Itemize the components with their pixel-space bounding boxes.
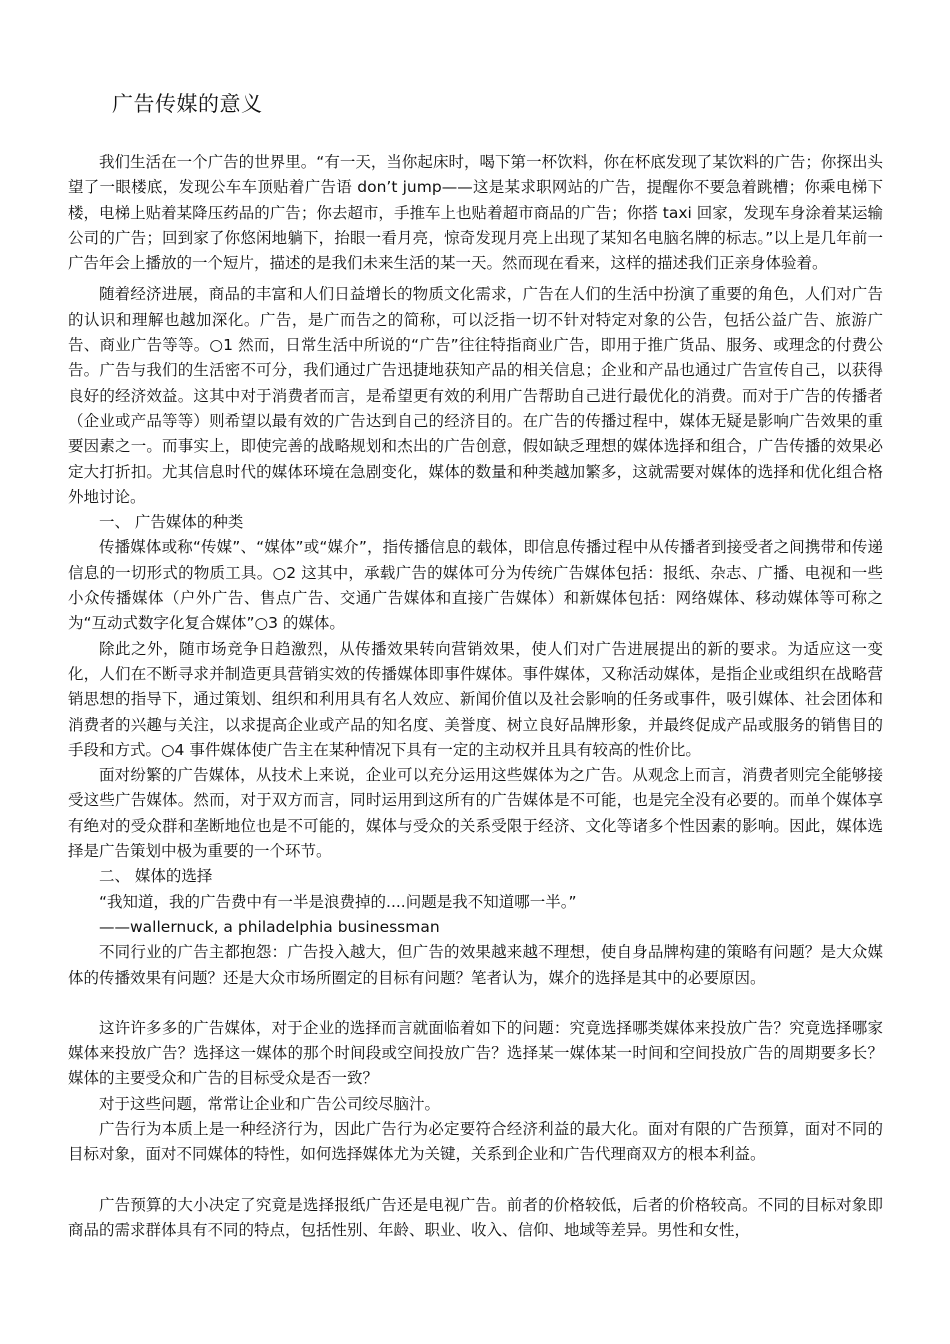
paragraph: 对于这些问题，常常让企业和广告公司绞尽脑汁。 bbox=[99, 1094, 441, 1113]
section-heading-1: 一、 广告媒体的种类 bbox=[99, 513, 244, 532]
document-title: 广告传媒的意义 bbox=[112, 92, 263, 116]
paragraph-importance: 随着经济进展，商品的丰富和人们日益增长的物质文化需求，广告在人们的生活中扮演了重要的角色，人们对广告的认识和理解也越加深化。广告，是广而告之的简称，可以泛指一切不针对特定对象的公告，包括公益广告、旅游广告、商业广告等等。○1 然而，日常生活中所说的“广告”往往特指商业广告，即用于推广货品、服务、或理念的付费公告。广告与我们的生活密不可分，我们通过广告迅捷地获知产品的相关信息；企业和产品也通过广告宣传自己，以获得良好的经济效益。这其中对于消费者而言，是希望更有效的利用广告帮助自己进行最优化的消费。而对于广告的传播者（企业或产品等等）则希望以最有效的广告达到自己的经济目的。在广告的传播过程中，媒体无疑是影响广告效果的重要因素之一。而事实上，即使完善的战略规划和杰出的广告创意，假如缺乏理想的媒体选择和组合，广告传播的效果必定大打折扣。尤其信息时代的媒体环境在急剧变化，媒体的数量和种类越加繁多，这就需要对媒体的选择和优化组合格外地讨论。 bbox=[68, 285, 883, 506]
section-heading-2: 二、 媒体的选择 bbox=[99, 867, 213, 886]
paragraph: 广告行为本质上是一种经济行为，因此广告行为必定要符合经济利益的最大化。面对有限的广告预算，面对不同的目标对象，面对不同媒体的特性，如何选择媒体尤为关键，关系到企业和广告代理商双方的根本利益。 bbox=[68, 1119, 883, 1164]
paragraph-intro: 我们生活在一个广告的世界里。“有一天，当你起床时，喝下第一杯饮料，你在杯底发现了某饮料的广告；你探出头望了一眼楼底，发现公车车顶贴着广告语 don’t jump——这是某求职网站的广告，提醒你不要急着跳槽；你乘电梯下楼，电梯上贴着某降压药品的广告；你去超市，手推车上也贴着超市商品的广告；你搭 taxi 回家，发现车身涂着某运输公司的广告；回到家了你悠闲地躺下，抬眼一看月亮，惊奇发现月亮上出现了某知名电脑名牌的标志。”以上是几年前一广告年会上播放的一个短片，描述的是我们未来生活的某一天。然而现在看来，这样的描述我们正亲身体验着。 bbox=[68, 153, 883, 273]
paragraph: 广告预算的大小决定了究竟是选择报纸广告还是电视广告。前者的价格较低，后者的价格较高。不同的目标对象即商品的需求群体具有不同的特点，包括性别、年龄、职业、收入、信仰、地域等差异。男性和女性， bbox=[68, 1195, 883, 1239]
paragraph: 除此之外，随市场竞争日趋激烈，从传播效果转向营销效果，使人们对广告进展提出的新的要求。为适应这一变化，人们在不断寻求并制造更具营销实效的传播媒体即事件媒体。事件媒体，又称活动媒体，是指企业或组织在战略营销思想的指导下，通过策划、组织和利用具有名人效应、新闻价值以及社会影响的任务或事件，吸引媒体、社会团体和消费者的兴趣与关注，以求提高企业或产品的知名度、美誉度、树立良好品牌形象，并最终促成产品或服务的销售目的手段和方式。○4 事件媒体使广告主在某种情况下具有一定的主动权并且具有较高的性价比。 bbox=[68, 639, 883, 759]
paragraph: 这许许多多的广告媒体，对于企业的选择而言就面临着如下的问题：究竟选择哪类媒体来投放广告？究竟选择哪家媒体来投放广告？选择这一媒体的那个时间段或空间投放广告？选择某一媒体某一时间和空间投放广告的周期要多长？媒体的主要受众和广告的目标受众是否一致？ bbox=[68, 1018, 883, 1088]
quote: “我知道，我的广告费中有一半是浪费掉的....问题是我不知道哪一半。” bbox=[99, 892, 577, 911]
paragraph: 面对纷繁的广告媒体，从技术上来说，企业可以充分运用这些媒体为之广告。从观念上而言，消费者则完全能够接受这些广告媒体。然而，对于双方而言，同时运用到这所有的广告媒体是不可能，也是完全没有必要的。而单个媒体享有绝对的受众群和垄断地位也是不可能的，媒体与受众的关系受限于经济、文化等诸多个性因素的影响。因此，媒体选择是广告策划中极为重要的一个环节。 bbox=[68, 766, 883, 861]
document-body bbox=[68, 150, 883, 1243]
paragraph: 传播媒体或称“传媒”、“媒体”或“媒介”，指传播信息的载体，即信息传播过程中从传播者到接受者之间携带和传递信息的一切形式的物质工具。○2 这其中，承载广告的媒体可分为传统广告媒体包括：报纸、杂志、广播、电视和一些小众传播媒体（户外广告、售点广告、交通广告媒体和直接广告媒体）和新媒体包括：网络媒体、移动媒体等可称之为“互动式数字化复合媒体”○3 的媒体。 bbox=[68, 538, 883, 633]
quote-attribution: ——wallernuck, a philadelphia businessman bbox=[99, 917, 440, 936]
paragraph: 不同行业的广告主都抱怨：广告投入越大，但广告的效果越来越不理想，使自身品牌构建的策略有问题？是大众媒体的传播效果有问题？还是大众市场所圈定的目标有问题？笔者认为，媒介的选择是其中的必要原因。 bbox=[68, 943, 883, 987]
